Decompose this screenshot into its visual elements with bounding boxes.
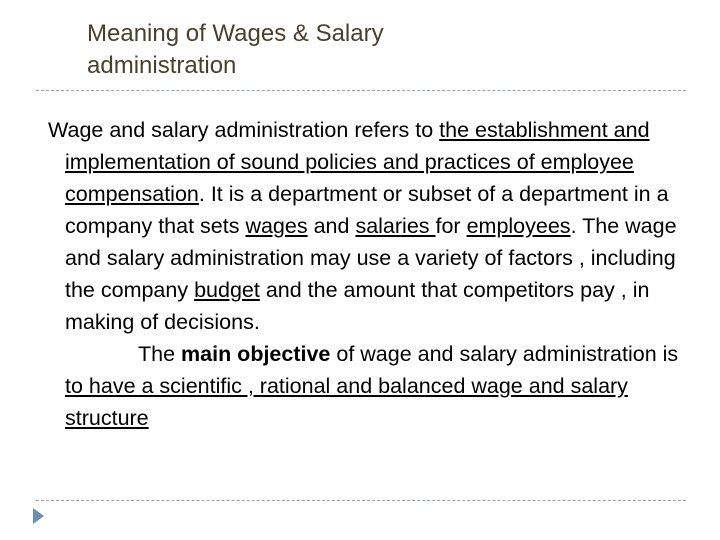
- main-objective-bold: main objective: [181, 342, 331, 366]
- link-budget[interactable]: budget: [194, 278, 260, 302]
- slide-body: [48, 114, 693, 434]
- link-employees[interactable]: employees: [466, 214, 571, 238]
- para2-text-1: The: [138, 342, 182, 366]
- objective-paragraph: [48, 338, 693, 434]
- triangle-right-bullet-icon: [33, 508, 44, 524]
- title-line-1: Meaning of Wages & Salary: [87, 20, 384, 47]
- link-objective-structure[interactable]: to have a scientific , rational and balanced wage and salary structure: [65, 374, 628, 430]
- title-line-2: administration: [87, 52, 237, 79]
- para1-text-11: and the amount that competitors pay , in making of decisions.: [65, 278, 650, 334]
- para1-text-3: . It is a department or subset of a department in a company that sets: [65, 182, 669, 238]
- slide-title: [87, 18, 687, 82]
- para1-text-5: and: [307, 214, 356, 238]
- bottom-divider: [36, 500, 686, 501]
- definition-paragraph: [48, 114, 693, 338]
- top-divider: [36, 90, 686, 91]
- link-wages[interactable]: wages: [245, 214, 308, 238]
- para1-text-9: . The wage and salary administration may use a variety of factors , including the company: [65, 214, 677, 302]
- para1-text-7: for: [435, 214, 467, 238]
- link-salaries[interactable]: salaries: [355, 214, 436, 238]
- link-establishment[interactable]: the establishment and implementation of sound policies and practices of employee compensation: [65, 118, 650, 206]
- para1-text-1: Wage and salary administration refers to: [48, 118, 440, 142]
- para2-text-3: of wage and salary administration is: [330, 342, 679, 366]
